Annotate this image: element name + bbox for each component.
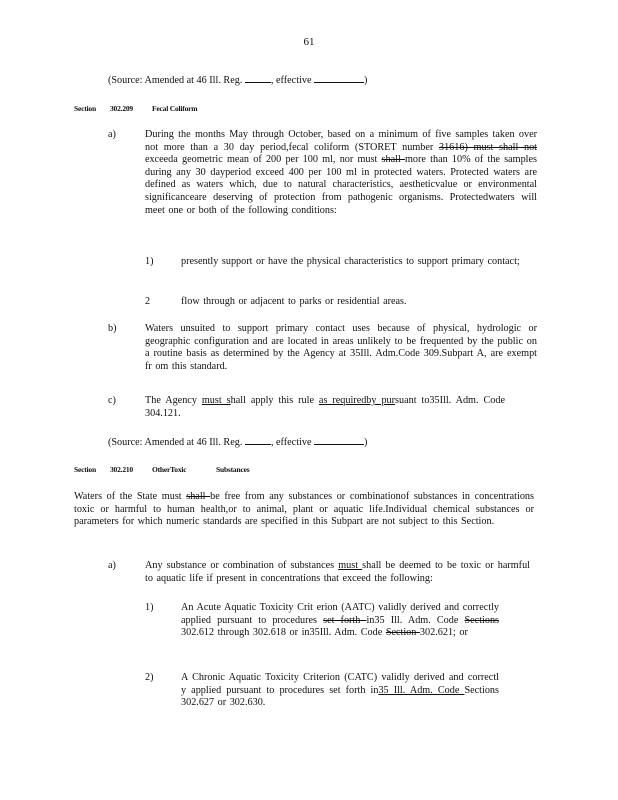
paragraph xyxy=(145,395,505,420)
blank-line xyxy=(314,73,364,83)
paragraph-text: Any substance or combination of substances xyxy=(145,560,339,571)
paragraph-text: more than 10% of the samples during any 30 dayperiod exceed 400 per 100 ml in protected waters. Protected waters are defined as waters which, due to natural characteristics, aestheticvalue or environmental significanceare deserving of protection from pathogenic organisms. Protectedwaters will meet one or both of the following conditions: xyxy=(145,154,537,216)
struck-text: Sections xyxy=(464,614,500,626)
paragraph: flow through or adjacent to parks or residential areas. xyxy=(181,296,407,307)
paragraph: Waters unsuited to support primary contact uses because of physical, hydrologic or geographic configuration and are located in areas unlikely to be frequented by the public on a routine basis as determined by the Agency at 35Ill. Adm.Code 309.Subpart A, are exempt fr om this standard. xyxy=(145,323,537,372)
item-marker: a) xyxy=(108,560,116,571)
struck-text: Section xyxy=(385,627,420,639)
item-marker: a) xyxy=(108,129,116,140)
struck-text: shall xyxy=(186,491,211,502)
paragraph xyxy=(181,602,499,640)
paragraph-text: exceeda geometric mean of 200 per 100 ml, nor must xyxy=(145,154,382,166)
section-title: Substances xyxy=(216,465,250,474)
item-marker: 1) xyxy=(145,602,154,613)
source-note-text: , effective xyxy=(270,437,315,448)
paragraph xyxy=(145,129,537,217)
paragraph-text: The Agency xyxy=(145,395,202,406)
source-note-text: ) xyxy=(364,437,368,448)
paragraph-text: During the months May through October, based on a minimum of five samples taken over not more than a 30 day period,fecal coliform (STORET number xyxy=(145,129,537,153)
section-title: OtherToxic xyxy=(152,465,187,474)
paragraph-text: hall apply this rule xyxy=(230,395,319,406)
source-note-text: (Source: Amended at 46 Ill. Reg. xyxy=(108,75,245,86)
paragraph-text: Sections 302.627 or 302.630. xyxy=(181,684,499,709)
paragraph-text: 302.621; or xyxy=(419,627,468,639)
paragraph-text: in35 Ill. Adm. Code xyxy=(366,614,465,626)
page-number: 61 xyxy=(303,36,315,48)
paragraph-text: be free from any substances or combinationof substances in concentrations toxic or harmful to human health,or to animal, plant or aquatic life.Individual chemical substances or parameters for which numeric standards are specified in this Subpart are not subject to this Section. xyxy=(74,491,534,528)
blank-line xyxy=(245,435,271,445)
source-note xyxy=(108,435,367,450)
paragraph-text: A Chronic Aquatic Toxicity Criterion (CATC) validly derived and correctl y applied pursuant to procedures set forth in xyxy=(181,672,499,696)
paragraph xyxy=(74,491,534,529)
struck-text: shall xyxy=(381,154,405,166)
section-heading xyxy=(74,464,294,476)
blank-line xyxy=(245,73,271,83)
paragraph-text: suant to35Ill. Adm. Code 304.121. xyxy=(145,395,505,419)
source-note xyxy=(108,73,367,88)
item-marker: 1) xyxy=(145,256,154,267)
section-number: 302.209 xyxy=(110,104,133,113)
source-note-text: , effective xyxy=(270,75,315,86)
item-marker: c) xyxy=(108,395,116,406)
underlined-text: must s xyxy=(201,395,231,406)
underlined-text: as requiredby pur xyxy=(318,395,396,406)
section-heading xyxy=(74,103,274,115)
section-number: 302.210 xyxy=(110,465,133,474)
paragraph-text: An Acute Aquatic Toxicity Crit erion (AATC) validly derived and correctly applied pursuant to procedures xyxy=(181,602,499,626)
blank-line xyxy=(314,435,364,445)
underlined-text: must xyxy=(338,560,363,571)
item-marker: b) xyxy=(108,323,117,334)
paragraph xyxy=(145,560,530,585)
paragraph-text: shall be deemed to be toxic or harmful to aquatic life if present in concentrations that exceed the following: xyxy=(145,560,530,584)
struck-text: 31616) must shall not xyxy=(438,141,537,153)
struck-text: set forth xyxy=(323,614,367,626)
item-marker: 2) xyxy=(145,672,154,683)
paragraph xyxy=(181,672,499,710)
paragraph: presently support or have the physical characteristics to support primary contact; xyxy=(181,256,520,267)
source-note-text: (Source: Amended at 46 Ill. Reg. xyxy=(108,437,245,448)
section-title: Fecal Coliform xyxy=(152,104,198,113)
underlined-text: Code xyxy=(437,684,465,696)
section-label: Section xyxy=(74,104,96,113)
paragraph-text: Waters of the State must xyxy=(74,491,187,502)
paragraph-text: 302.612 through 302.618 or in35Ill. Adm. Code xyxy=(181,627,386,639)
section-label: Section xyxy=(74,465,96,474)
underlined-text: 35 Ill. Adm. xyxy=(378,684,438,696)
item-marker: 2 xyxy=(145,296,151,307)
source-note-text: ) xyxy=(364,75,368,86)
